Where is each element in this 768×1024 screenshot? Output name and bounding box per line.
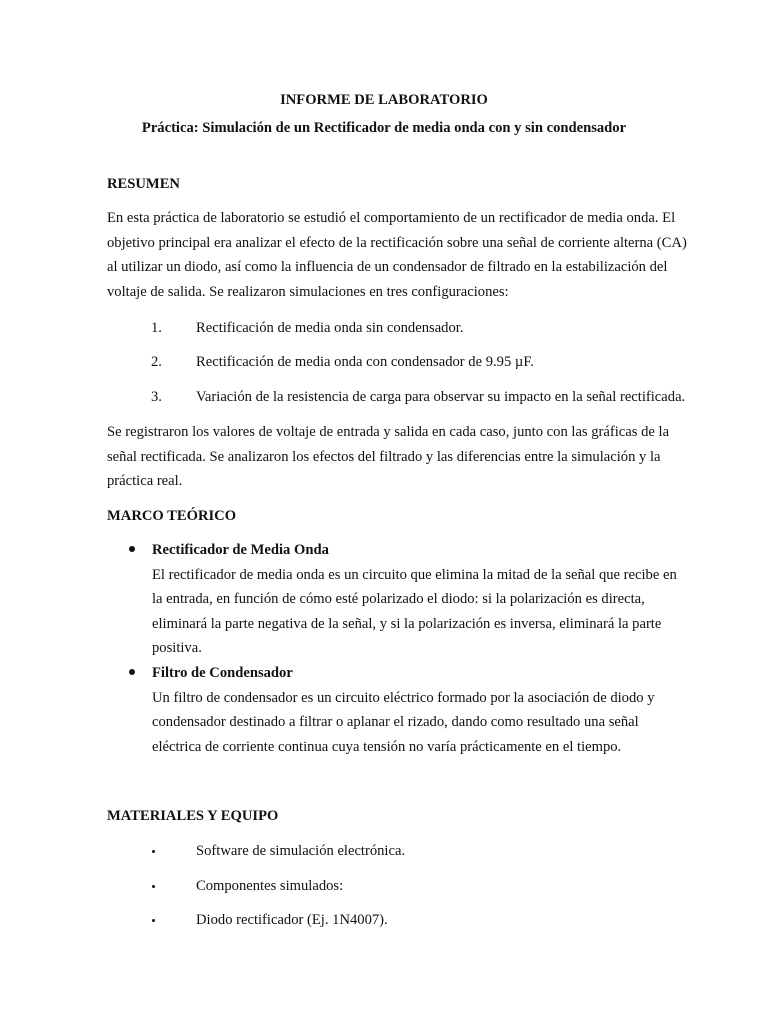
paragraph-line: práctica real. xyxy=(107,473,183,490)
list-item-text: Rectificación de media onda sin condensador. xyxy=(196,320,464,336)
list-number: 1. xyxy=(151,320,162,336)
bullet-line: eléctrica de corriente continua cuya tensión no varía prácticamente en el tiempo. xyxy=(152,738,622,755)
bullet-icon xyxy=(129,669,135,675)
bullet-term: Rectificador de Media Onda xyxy=(152,542,329,558)
bullet-term: Filtro de Condensador xyxy=(152,665,293,681)
list-number: 3. xyxy=(151,389,162,405)
section-heading-materiales: MATERIALES Y EQUIPO xyxy=(107,808,279,824)
list-item-text: Software de simulación electrónica. xyxy=(196,843,406,859)
list-item-text: Diodo rectificador (Ej. 1N4007). xyxy=(196,912,388,928)
bullet-icon xyxy=(152,885,155,888)
bullet-icon xyxy=(152,919,155,922)
resumen-intro-paragraph xyxy=(107,206,687,304)
document-subtitle: Práctica: Simulación de un Rectificador de media onda con y sin condensador xyxy=(141,120,627,136)
paragraph-line: señal rectificada. Se analizaron los efectos del filtrado y las diferencias entre la simulación y la xyxy=(107,448,661,465)
bullet-line: positiva. xyxy=(152,640,202,657)
paragraph-line: objetivo principal era analizar el efecto de la rectificación sobre una señal de corriente alterna (CA) xyxy=(107,234,687,251)
bullet-line: El rectificador de media onda es un circuito que elimina la mitad de la señal que recibe en xyxy=(152,566,677,583)
section-heading-marco-teorico: MARCO TEÓRICO xyxy=(107,508,237,524)
bullet-line: condensador destinado a filtrar o aplanar el rizado, dando como resultado una señal xyxy=(152,714,639,731)
bullet-content xyxy=(152,538,677,661)
list-number: 2. xyxy=(151,354,162,370)
bullet-line: eliminará la parte negativa de la señal, y si la polarización es inversa, eliminará la parte xyxy=(152,615,662,632)
list-item-text: Componentes simulados: xyxy=(196,878,344,894)
resumen-closing-paragraph xyxy=(107,420,670,494)
bullet-icon xyxy=(152,850,155,853)
paragraph-line: voltaje de salida. Se realizaron simulaciones en tres configuraciones: xyxy=(107,283,509,300)
paragraph-line: En esta práctica de laboratorio se estudió el comportamiento de un rectificador de media onda. El xyxy=(107,210,676,226)
bullet-line: la entrada, en función de cómo esté polarizado el diodo: si la polarización es directa, xyxy=(152,591,645,608)
section-heading-resumen: RESUMEN xyxy=(107,176,180,192)
bullet-line: Un filtro de condensador es un circuito eléctrico formado por la asociación de diodo y xyxy=(152,689,655,706)
bullet-icon xyxy=(129,546,135,552)
list-item-text: Variación de la resistencia de carga para observar su impacto en la señal rectificada. xyxy=(196,389,686,405)
paragraph-line: Se registraron los valores de voltaje de entrada y salida en cada caso, junto con las gráficas de la xyxy=(107,424,670,440)
document-title: INFORME DE LABORATORIO xyxy=(280,92,488,108)
list-item-text: Rectificación de media onda con condensador de 9.95 µF. xyxy=(196,354,534,370)
paragraph-line: al utilizar un diodo, así como la influencia de un condensador de filtrado en la estabilización del xyxy=(107,259,668,276)
bullet-content xyxy=(152,661,672,759)
